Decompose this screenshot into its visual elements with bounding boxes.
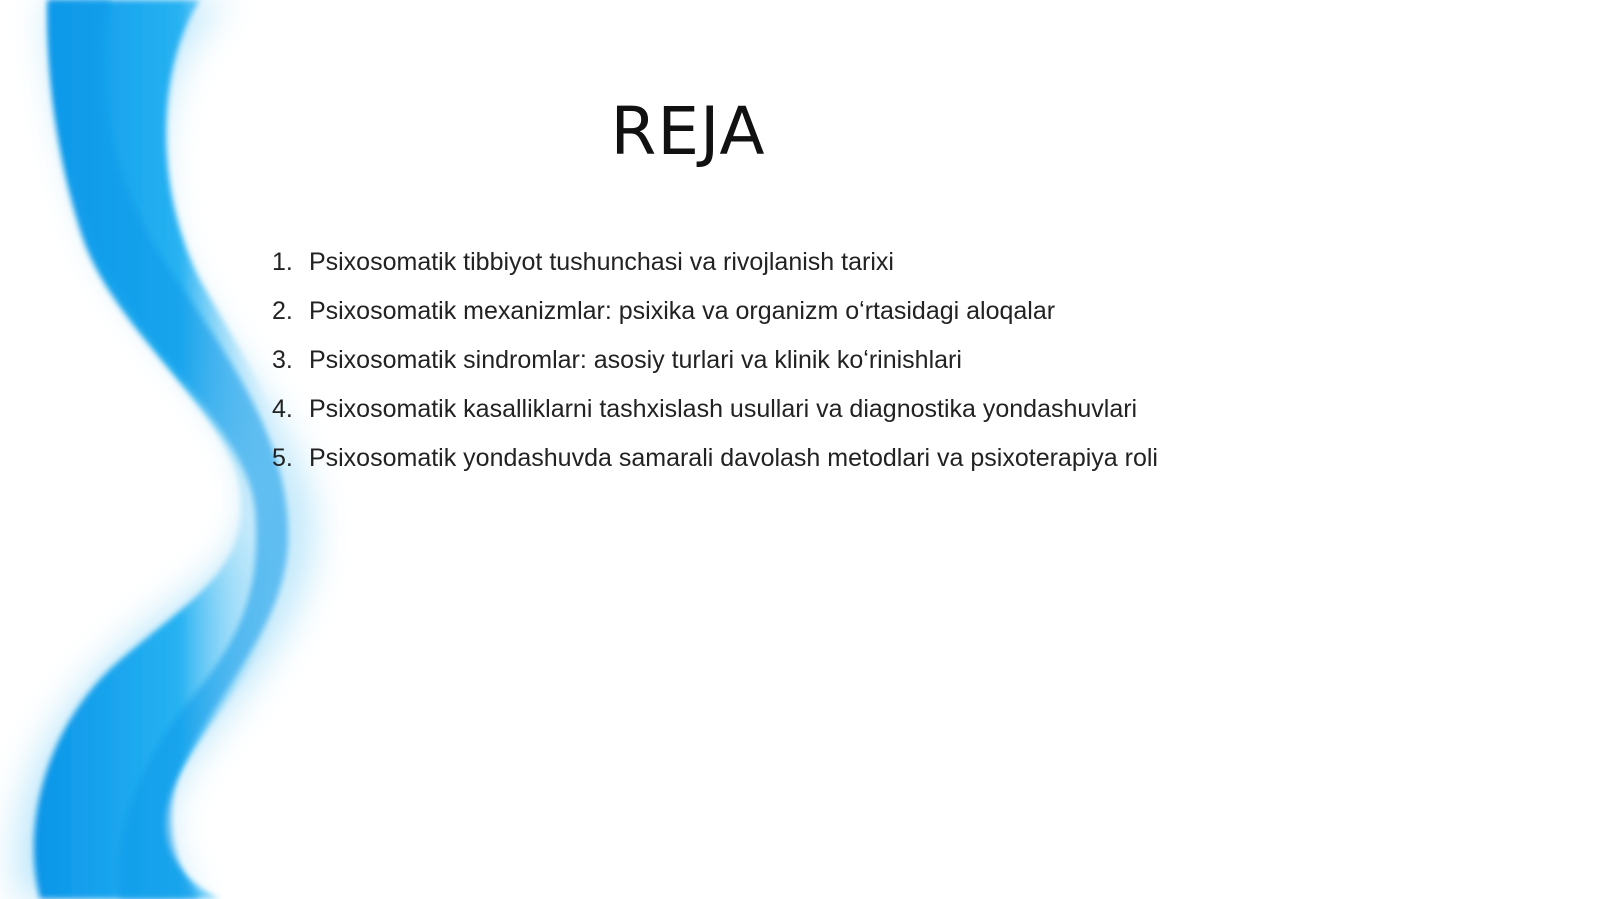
agenda-item-number: 3. xyxy=(272,346,293,374)
agenda-item-number: 1. xyxy=(272,248,293,276)
agenda-item-number: 5. xyxy=(272,444,293,472)
agenda-item-number: 2. xyxy=(272,297,293,325)
agenda-item-text: Psixosomatik mexanizmlar: psixika va organizm oʻrtasidagi aloqalar xyxy=(308,297,1056,325)
agenda-item-text: Psixosomatik kasalliklarni tashxislash usullari va diagnostika yondashuvlari xyxy=(308,395,1138,423)
agenda-item xyxy=(272,385,1158,434)
agenda-item-text: Psixosomatik yondashuvda samarali davolash metodlari va psixoterapiya roli xyxy=(308,444,1158,472)
agenda-item xyxy=(272,238,1158,287)
agenda-item-number: 4. xyxy=(272,395,293,423)
agenda-item-text: Psixosomatik tibbiyot tushunchasi va rivojlanish tarixi xyxy=(308,248,894,276)
slide-title: REJA xyxy=(610,93,766,170)
agenda-item xyxy=(272,434,1158,483)
agenda-item xyxy=(272,336,1158,385)
agenda-list xyxy=(272,238,1158,483)
agenda-item-text: Psixosomatik sindromlar: asosiy turlari va klinik koʻrinishlari xyxy=(308,346,962,374)
agenda-item xyxy=(272,287,1158,336)
